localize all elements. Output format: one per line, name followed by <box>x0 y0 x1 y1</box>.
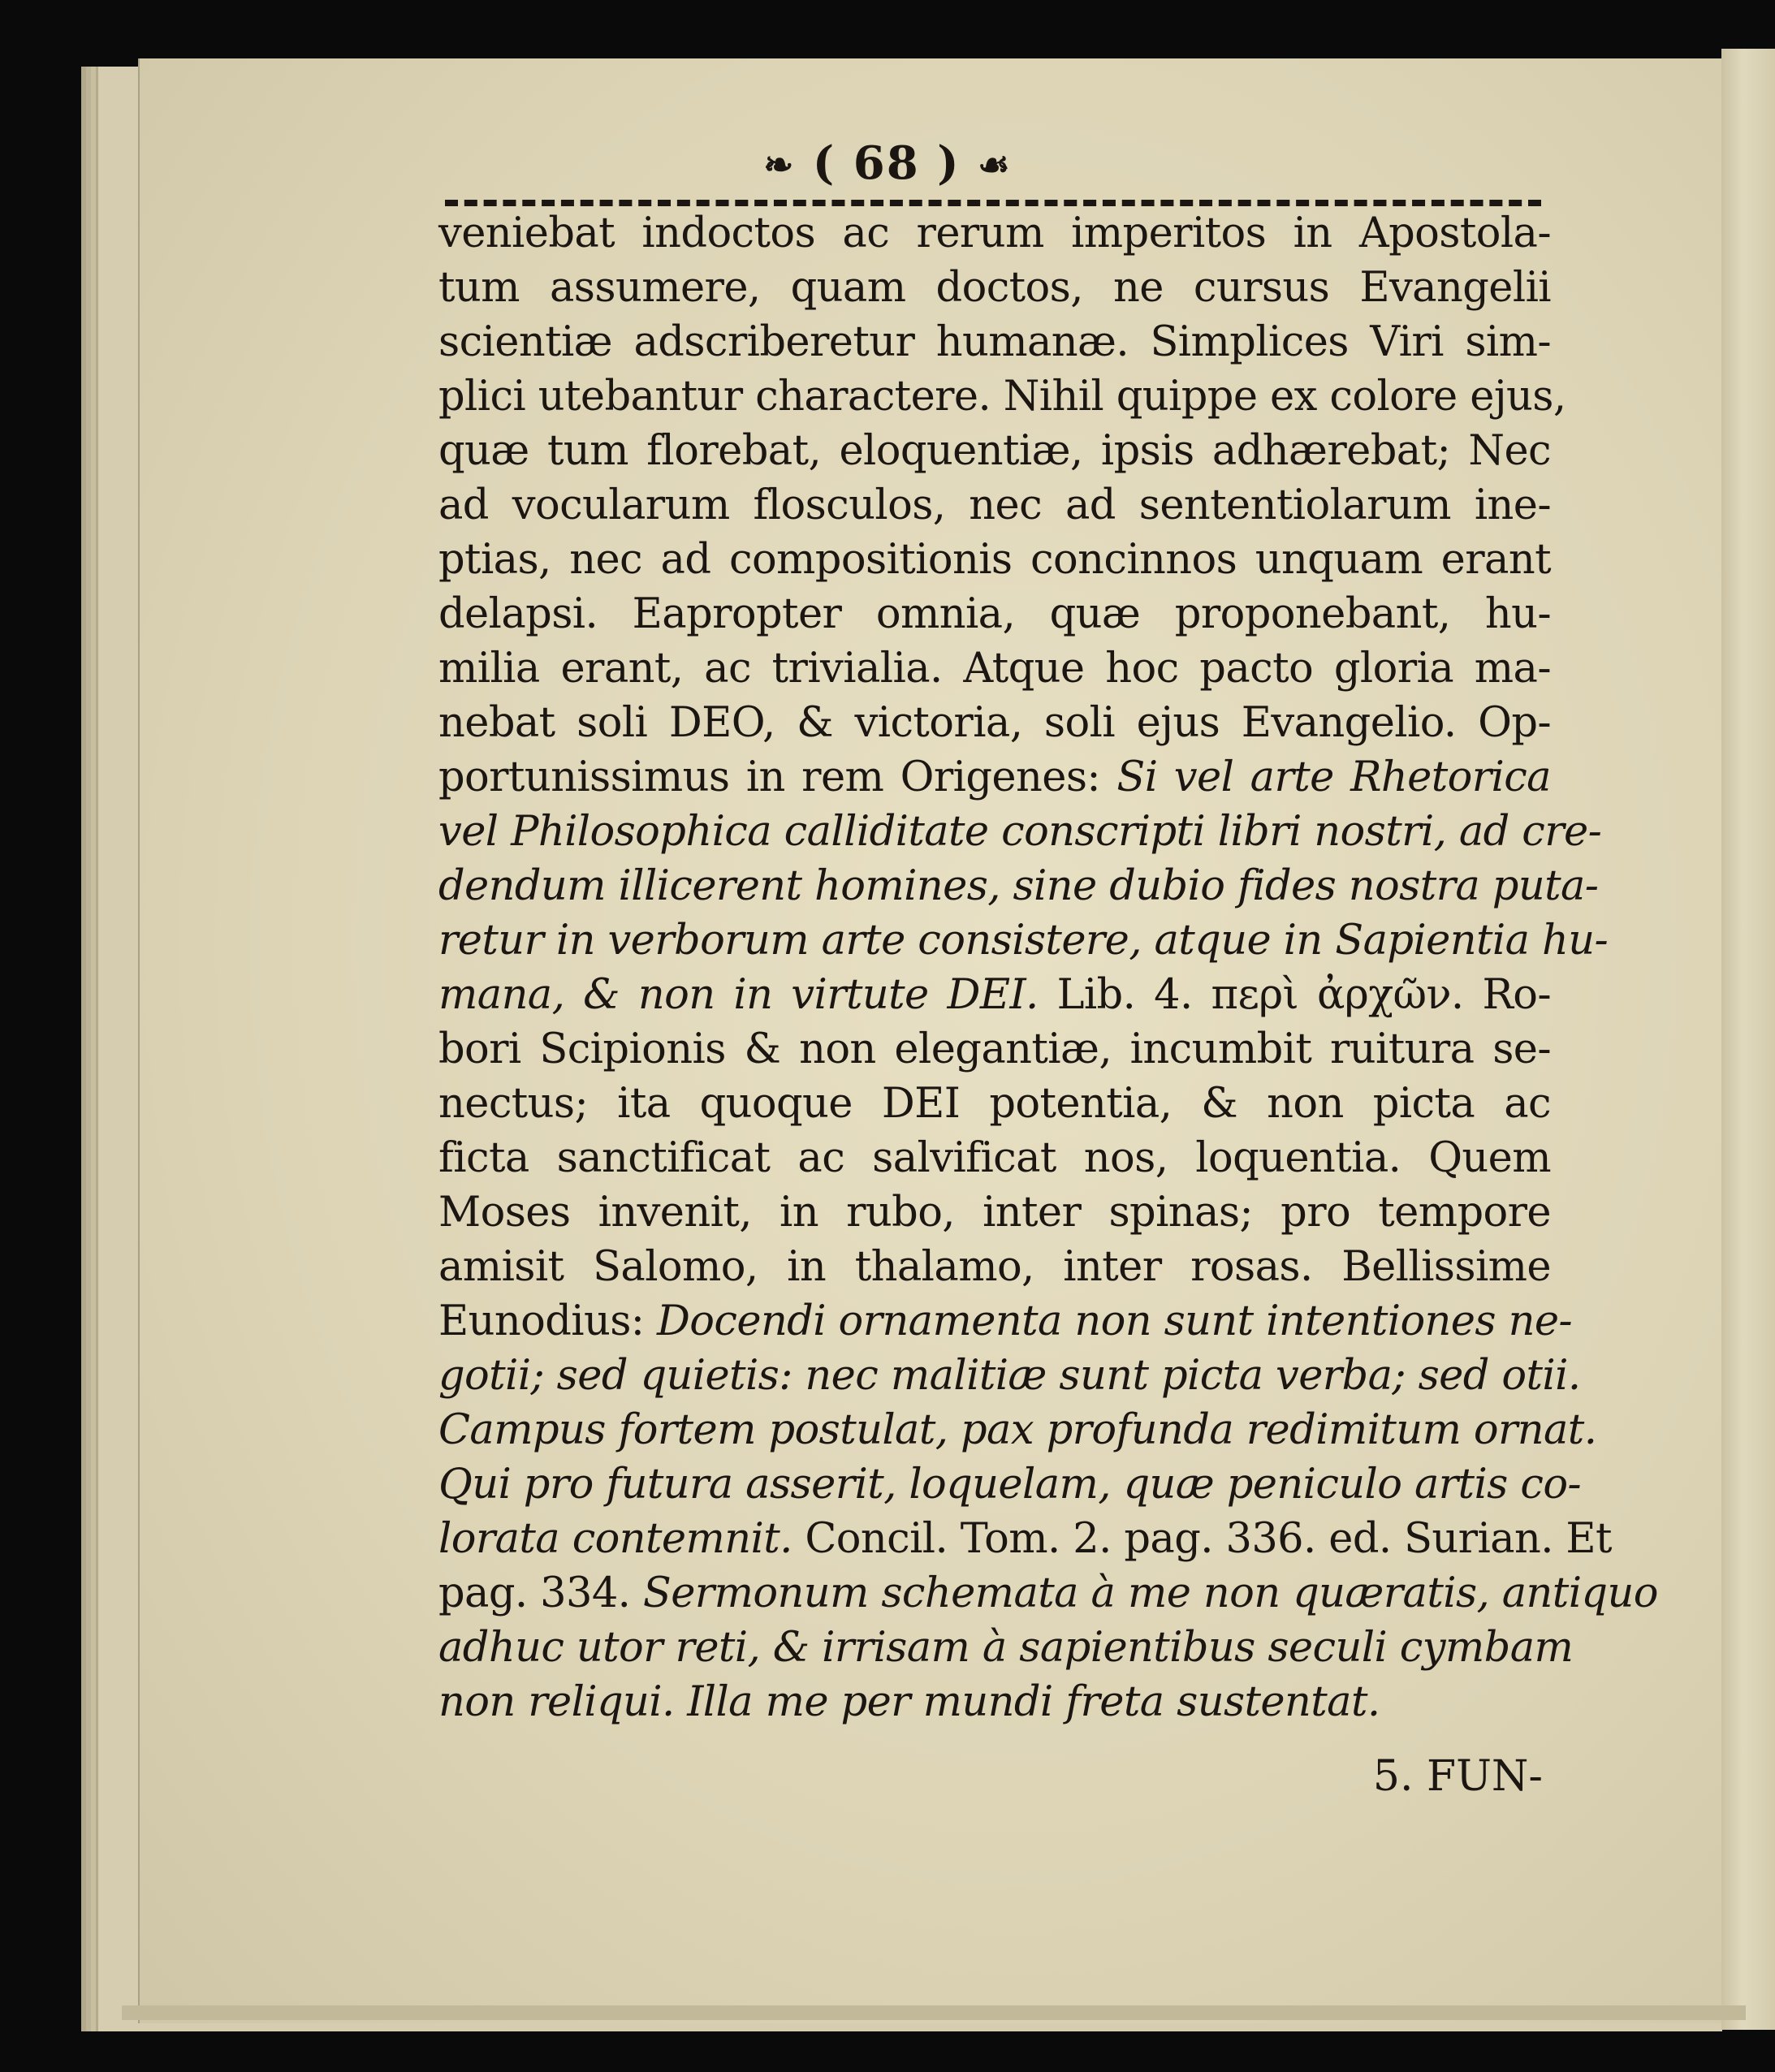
text-line: portunissimus in rem Origenes: Si vel arte Rhetorica <box>438 753 1551 801</box>
page-number: ( 68 ) <box>812 136 961 190</box>
facing-page-edge <box>1721 49 1775 2030</box>
text-line: retur in verborum arte consistere, atque in Sapientia hu- <box>438 917 1609 965</box>
text-line: plici utebantur charactere. Nihil quippe ex colore ejus, <box>438 373 1566 421</box>
text-line: tum assumere, quam doctos, ne cursus Evangelii <box>438 264 1551 312</box>
body-text <box>438 206 1658 1729</box>
text-line: ficta sanctificat ac salvificat nos, loquentia. Quem <box>438 1134 1551 1182</box>
header-rule <box>445 200 1541 206</box>
text-line: gotii; sed quietis: nec malitiæ sunt picta verba; sed otii. <box>438 1352 1581 1400</box>
text-line: amisit Salomo, in thalamo, inter rosas. Bellissime <box>438 1243 1551 1291</box>
text-line: ptias, nec ad compositionis concinnos unquam erant <box>438 536 1551 584</box>
text-line: nebat soli DEO, & victoria, soli ejus Evangelio. Op- <box>438 699 1551 747</box>
text-line: ad vocularum flosculos, nec ad sententiolarum ine- <box>438 481 1551 529</box>
text-line: adhuc utor reti, & irrisam à sapientibus seculi cymbam <box>438 1624 1574 1672</box>
text-line: veniebat indoctos ac rerum imperitos in Apostola- <box>438 209 1551 257</box>
text-line: Eunodius: Docendi ornamenta non sunt intentiones ne- <box>438 1297 1573 1345</box>
header-ornament-right: ☙ <box>978 145 1012 186</box>
text-line: bori Scipionis & non elegantiæ, incumbit ruitura se- <box>438 1025 1551 1073</box>
text-line: lorata contemnit. Concil. Tom. 2. pag. 336. ed. Surian. Et <box>438 1515 1612 1563</box>
text-line: dendum illicerent homines, sine dubio fides nostra puta- <box>438 862 1599 910</box>
text-line: pag. 334. Sermonum schemata à me non quæratis, antiquo <box>438 1569 1658 1617</box>
text-line: delapsi. Eapropter omnia, quæ proponebant, hu- <box>438 590 1551 638</box>
catchword: 5. FUN- <box>1372 1752 1543 1801</box>
header-ornament-left: ❧ <box>763 145 796 186</box>
text-line: vel Philosophica calliditate conscripti libri nostri, ad cre- <box>438 808 1602 856</box>
page-bottom-edge <box>122 2005 1746 2020</box>
text-line: scientiæ adscriberetur humanæ. Simplices Viri sim- <box>438 318 1551 366</box>
text-line: nectus; ita quoque DEI potentia, & non picta ac <box>438 1080 1551 1128</box>
text-line: Campus fortem postulat, pax profunda redimitum ornat. <box>438 1406 1597 1454</box>
page-header <box>0 136 1775 190</box>
text-line: milia erant, ac trivialia. Atque hoc pacto gloria ma- <box>438 645 1551 693</box>
text-line: mana, & non in virtute DEI. Lib. 4. περὶ ἀρχῶν. Ro- <box>438 971 1551 1019</box>
text-line: Qui pro futura asserit, loquelam, quæ peniculo artis co- <box>438 1461 1582 1509</box>
text-line: quæ tum florebat, eloquentiæ, ipsis adhærebat; Nec <box>438 427 1551 475</box>
text-line: Moses invenit, in rubo, inter spinas; pro tempore <box>438 1189 1551 1237</box>
text-line: non reliqui. Illa me per mundi freta sustentat. <box>438 1678 1380 1726</box>
